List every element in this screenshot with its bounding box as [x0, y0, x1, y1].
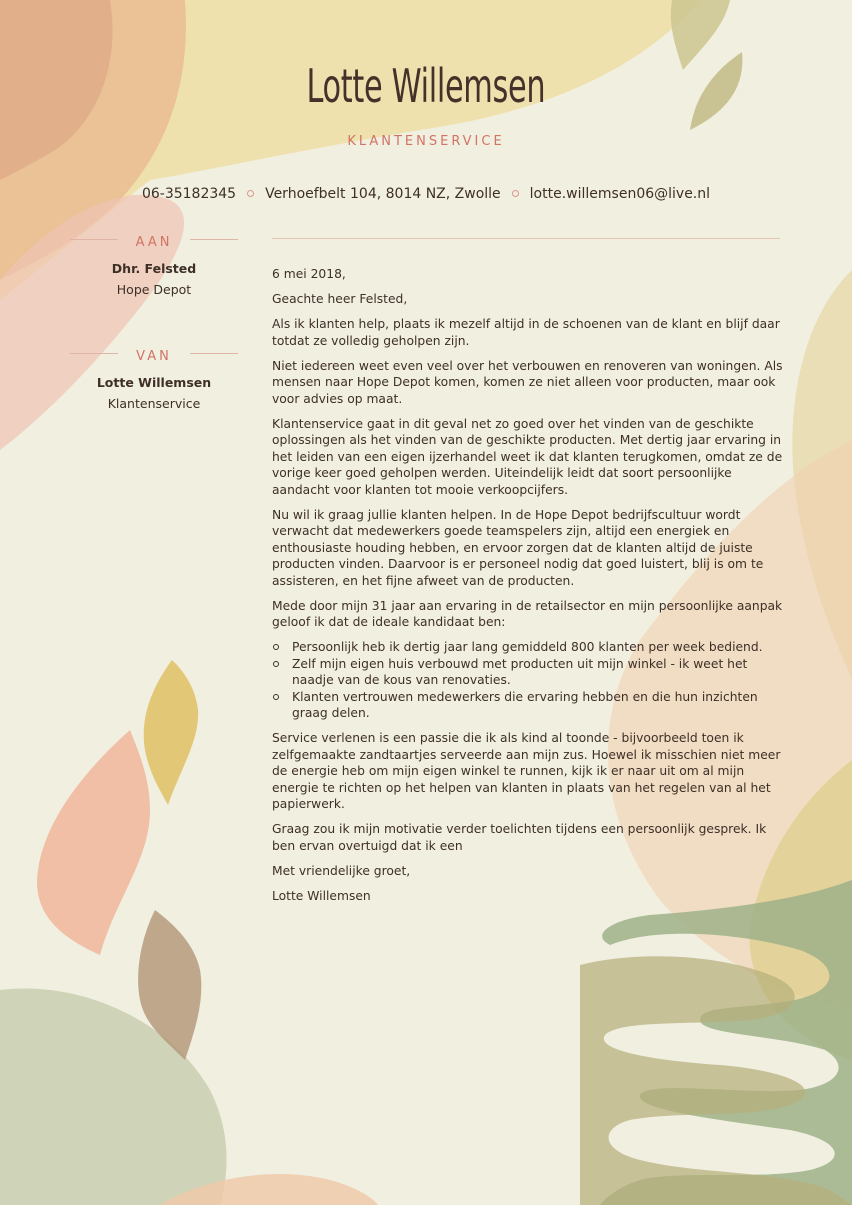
letter-paragraph: Service verlenen is een passie die ik als kind al toonde - bijvoorbeeld toen ik zelfgemaakte zandtaartjes serveerde aan mijn zus. Hoewel ik misschien niet meer de energie heb om mijn eigen winkel te runnen, kijk ik er naar uit om al mijn energie te richten op het helpen van klanten in plaats van het regelen van al het papierwerk.: [272, 731, 781, 811]
bullet-icon: [273, 644, 279, 650]
sender-section: [70, 345, 238, 411]
separator-dot-icon: [512, 190, 519, 197]
recipient-name: Dhr. Felsted: [111, 261, 197, 276]
leaf-shape: [144, 660, 198, 805]
bullet-icon: [273, 694, 279, 700]
letter-paragraph: Mede door mijn 31 jaar aan ervaring in de retailsector en mijn persoonlijke aanpak geloof ik dat de ideale kandidaat ben:: [272, 598, 783, 629]
letter-signature: Lotte Willemsen: [272, 888, 371, 903]
address: Verhoefbelt 104, 8014 NZ, Zwolle: [265, 186, 501, 202]
bullet-icon: [273, 661, 279, 667]
contact-info: [0, 186, 852, 202]
email-address[interactable]: lotte.willemsen06@live.nl: [529, 186, 711, 202]
list-item-text: Persoonlijk heb ik dertig jaar lang gemiddeld 800 klanten per week bediend.: [292, 640, 763, 654]
recipient-heading: [70, 231, 238, 250]
list-item: [272, 656, 784, 689]
letter-salutation: Geachte heer Felsted,: [272, 292, 408, 306]
letter-body: [272, 266, 784, 913]
sender-role: Klantenservice: [107, 396, 201, 411]
phone-number: 06-35182345: [141, 186, 237, 202]
applicant-role: KLANTENSERVICE: [347, 134, 505, 149]
header-divider: [272, 238, 780, 239]
recipient-company: Hope Depot: [116, 282, 192, 297]
divider-line: [190, 239, 238, 240]
recipient-heading-label: AAN: [135, 235, 173, 250]
recipient-section: [70, 231, 238, 297]
letter-paragraph: Nu wil ik graag jullie klanten helpen. In de Hope Depot bedrijfscultuur wordt verwacht dat medewerkers goede teamspelers zijn, altijd een energiek en enthousiaste houding hebben, en ervoor zorgen dat de klanten altijd de juiste producten vinden. Daarvoor is er personeel nodig dat goed luistert, blij is om te assisteren, en het fijne afweet van de producten.: [272, 507, 764, 588]
list-item: [272, 639, 784, 656]
letter-paragraph: Graag zou ik mijn motivatie verder toelichten tijdens een persoonlijk gesprek. Ik ben ervan overtuigd dat ik een: [272, 822, 767, 853]
sender-name: Lotte Willemsen: [96, 375, 212, 390]
sender-heading: [70, 345, 238, 364]
leaf-shape: [37, 730, 150, 955]
sender-heading-label: VAN: [136, 349, 172, 364]
separator-dot-icon: [247, 190, 254, 197]
letter-paragraph: Als ik klanten help, plaats ik mezelf altijd in de schoenen van de klant en blijf daar totdat ze volledig geholpen zijn.: [272, 317, 780, 348]
qualification-list: [272, 639, 784, 722]
divider-line: [70, 239, 118, 240]
letter-paragraph: Niet iedereen weet even veel over het verbouwen en renoveren van woningen. Als mensen naar Hope Depot komen, komen ze niet alleen voor producten, maar ook voor advies op maat.: [272, 358, 783, 406]
list-item-text: Klanten vertrouwen medewerkers die ervaring hebben en die hun inzichten graag delen.: [292, 689, 758, 720]
divider-line: [70, 353, 118, 354]
letter-closing: Met vriendelijke groet,: [272, 863, 411, 878]
list-item: [272, 689, 784, 722]
header: [0, 50, 852, 122]
list-item-text: Zelf mijn eigen huis verbouwd met producten uit mijn winkel - ik weet het naadje van de kous van renovaties.: [292, 656, 748, 687]
divider-line: [190, 353, 238, 354]
letter-paragraph: Klantenservice gaat in dit geval net zo goed over het vinden van de geschikte oplossingen als het vinden van de geschikte producten. Met dertig jaar ervaring in het leiden van een eigen ijzerhandel weet ik dat klanten terugkomen, omdat ze de vorige keer goed geholpen werden. Uiteindelijk leidt dat soort persoonlijke aandacht voor klanten tot mooie verkoopcijfers.: [272, 416, 783, 497]
letter-date: 6 mei 2018,: [272, 267, 346, 281]
applicant-name: Lotte Willemsen: [306, 59, 546, 113]
